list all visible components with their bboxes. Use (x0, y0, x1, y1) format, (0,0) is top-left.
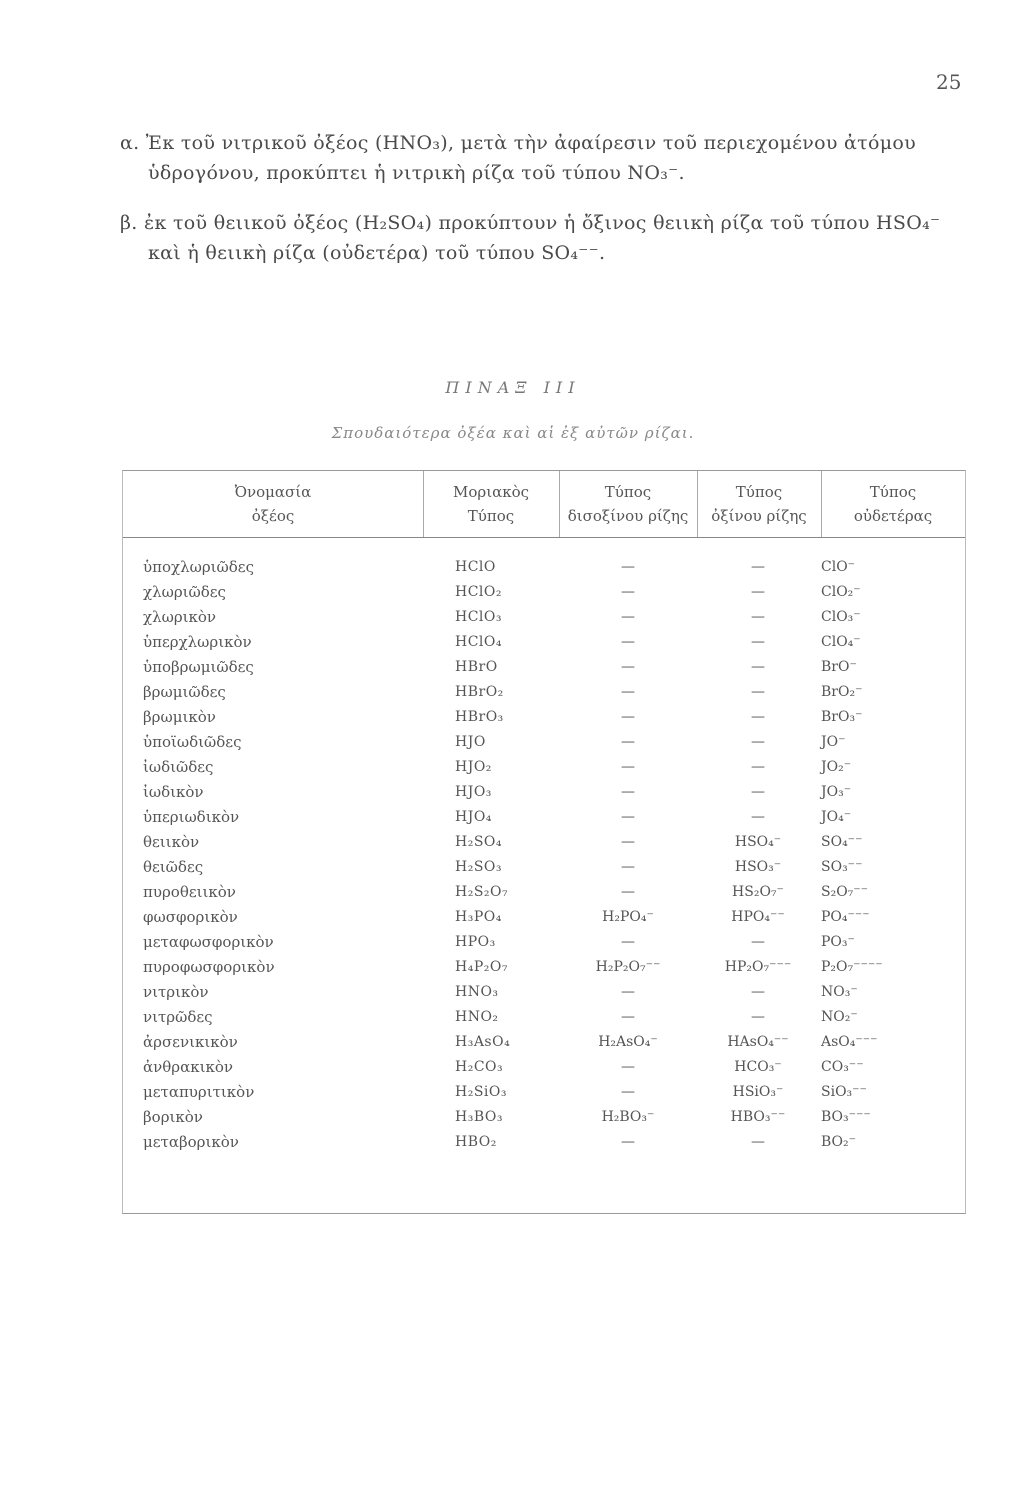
oxy-radical-cell: — (751, 659, 765, 675)
header-oxy (697, 471, 821, 537)
oxy-radical-cell: HBO₃⁻⁻ (730, 1109, 786, 1125)
oxy-radical-cell: — (751, 634, 765, 650)
oxy-radical-cell: HCO₃⁻ (734, 1059, 782, 1075)
neutral-radical-cell: BO₃⁻⁻⁻ (821, 1109, 871, 1125)
molecular-formula-cell: HJO₄ (455, 809, 492, 825)
table-title: ΠΙΝΑΞ III (445, 378, 581, 397)
molecular-formula-cell: HJO₂ (455, 759, 492, 775)
dioxy-radical-cell: — (621, 809, 635, 825)
dioxy-radical-cell: — (621, 709, 635, 725)
neutral-radical-cell: BrO⁻ (821, 659, 857, 675)
header-oxy-line-2: ὀξίνου ρίζης (711, 507, 807, 525)
header-neutral-line-2: οὐδετέρας (853, 507, 933, 525)
table-row (123, 555, 965, 580)
molecular-formula-cell: H₃BO₃ (455, 1109, 503, 1125)
header-name-line-1: Ὀνομασία (234, 483, 312, 501)
table-row (123, 630, 965, 655)
molecular-formula-cell: H₄P₂O₇ (455, 959, 508, 975)
dioxy-radical-cell: — (621, 659, 635, 675)
acid-name-cell: μεταφωσφορικὸν (143, 933, 274, 951)
acid-name-cell: χλωριῶδες (143, 583, 226, 601)
dioxy-radical-cell: — (621, 1009, 635, 1025)
table-row (123, 580, 965, 605)
table-row (123, 1055, 965, 1080)
dioxy-radical-cell: H₂AsO₄⁻ (598, 1034, 658, 1050)
oxy-radical-cell: — (751, 684, 765, 700)
oxy-radical-cell: HSO₃⁻ (734, 859, 782, 875)
oxy-radical-cell: — (751, 934, 765, 950)
molecular-formula-cell: HNO₃ (455, 984, 499, 1000)
dioxy-radical-cell: H₂BO₃⁻ (601, 1109, 655, 1125)
paragraph-beta-line-2: καὶ ἡ θειικὴ ρίζα (οὐδετέρα) τοῦ τύπου SO₄⁻⁻. (148, 242, 606, 264)
acid-name-cell: χλωρικὸν (143, 608, 217, 626)
dioxy-radical-cell: — (621, 684, 635, 700)
oxy-radical-cell: — (751, 1009, 765, 1025)
dioxy-radical-cell: — (621, 1134, 635, 1150)
table-row (123, 605, 965, 630)
table-row (123, 830, 965, 855)
oxy-radical-cell: HSiO₃⁻ (732, 1084, 784, 1100)
dioxy-radical-cell: — (621, 734, 635, 750)
molecular-formula-cell: H₂SO₃ (455, 859, 503, 875)
acid-name-cell: ὑποϊωδιῶδες (143, 733, 242, 751)
molecular-formula-cell: H₂CO₃ (455, 1059, 504, 1075)
header-neutral (821, 471, 965, 537)
oxy-radical-cell: — (751, 559, 765, 575)
dioxy-radical-cell: — (621, 609, 635, 625)
neutral-radical-cell: AsO₄⁻⁻⁻ (821, 1034, 878, 1050)
molecular-formula-cell: H₂S₂O₇ (455, 884, 509, 900)
neutral-radical-cell: ClO₄⁻ (821, 634, 861, 650)
neutral-radical-cell: PO₃⁻ (821, 934, 855, 950)
neutral-radical-cell: P₂O₇⁻⁻⁻⁻ (821, 959, 883, 975)
acid-name-cell: νιτρικὸν (143, 983, 209, 1001)
acid-name-cell: ὑποβρωμιῶδες (143, 658, 254, 676)
neutral-radical-cell: NO₃⁻ (821, 984, 858, 1000)
acid-name-cell: βρωμιῶδες (143, 683, 226, 701)
molecular-formula-cell: H₃AsO₄ (455, 1034, 511, 1050)
header-dioxy-line-1: Τύπος (604, 483, 652, 501)
oxy-radical-cell: — (751, 734, 765, 750)
paragraph-alpha-line-2: ὑδρογόνου, προκύπτει ἡ νιτρικὴ ρίζα τοῦ τύπου NO₃⁻. (148, 162, 685, 184)
neutral-radical-cell: BO₂⁻ (821, 1134, 857, 1150)
acid-name-cell: πυροφωσφορικὸν (143, 958, 275, 976)
acid-name-cell: ἰωδιῶδες (143, 758, 214, 776)
dioxy-radical-cell: — (621, 834, 635, 850)
molecular-formula-cell: HJO₃ (455, 784, 492, 800)
acid-table (122, 470, 966, 1214)
molecular-formula-cell: HClO₃ (455, 609, 502, 625)
acid-name-cell: μεταπυριτικὸν (143, 1083, 255, 1101)
molecular-formula-cell: H₃PO₄ (455, 909, 502, 925)
table-row (123, 1130, 965, 1155)
table-row (123, 705, 965, 730)
neutral-radical-cell: BrO₃⁻ (821, 709, 863, 725)
dioxy-radical-cell: — (621, 934, 635, 950)
table-row (123, 1105, 965, 1130)
header-dioxy-line-2: δισοξίνου ρίζης (567, 507, 689, 525)
oxy-radical-cell: — (751, 709, 765, 725)
acid-name-cell: πυροθειικὸν (143, 883, 236, 901)
table-row (123, 680, 965, 705)
oxy-radical-cell: — (751, 984, 765, 1000)
acid-name-cell: ὑπεριωδικὸν (143, 808, 240, 826)
molecular-formula-cell: HJO (455, 734, 486, 750)
neutral-radical-cell: JO₂⁻ (821, 759, 852, 775)
paragraph-beta (120, 208, 980, 268)
table-row (123, 1080, 965, 1105)
neutral-radical-cell: BrO₂⁻ (821, 684, 863, 700)
table-row (123, 730, 965, 755)
header-dioxy (559, 471, 697, 537)
header-formula (423, 471, 559, 537)
acid-name-cell: ὑποχλωριῶδες (143, 558, 254, 576)
oxy-radical-cell: HS₂O₇⁻ (732, 884, 784, 900)
oxy-radical-cell: — (751, 784, 765, 800)
acid-name-cell: θειικὸν (143, 833, 200, 851)
dioxy-radical-cell: H₂P₂O₇⁻⁻ (595, 959, 661, 975)
paragraph-alpha (120, 128, 980, 188)
neutral-radical-cell: CO₃⁻⁻ (821, 1059, 864, 1075)
molecular-formula-cell: HPO₃ (455, 934, 496, 950)
table-row (123, 980, 965, 1005)
table-header-row (123, 471, 965, 538)
molecular-formula-cell: HBrO (455, 659, 498, 675)
table-row (123, 1005, 965, 1030)
dioxy-radical-cell: — (621, 759, 635, 775)
acid-name-cell: μεταβορικὸν (143, 1133, 239, 1151)
header-formula-line-2: Τύπος (467, 507, 515, 525)
table-row (123, 905, 965, 930)
header-name (123, 471, 423, 537)
dioxy-radical-cell: — (621, 559, 635, 575)
molecular-formula-cell: HNO₂ (455, 1009, 499, 1025)
molecular-formula-cell: HBO₂ (455, 1134, 497, 1150)
dioxy-radical-cell: — (621, 1084, 635, 1100)
table-subtitle: Σπουδαιότερα ὀξέα καὶ αἱ ἐξ αὐτῶν ρίζαι. (331, 424, 695, 442)
header-neutral-line-1: Τύπος (869, 483, 917, 501)
table-row (123, 655, 965, 680)
header-formula-line-1: Μοριακὸς (452, 483, 530, 501)
oxy-radical-cell: HP₂O₇⁻⁻⁻ (724, 959, 792, 975)
dioxy-radical-cell: — (621, 634, 635, 650)
acid-name-cell: ἰωδικὸν (143, 783, 204, 801)
acid-name-cell: βορικὸν (143, 1108, 203, 1126)
acid-name-cell: ὑπερχλωρικὸν (143, 633, 252, 651)
table-row (123, 880, 965, 905)
acid-name-cell: θειῶδες (143, 858, 204, 876)
oxy-radical-cell: — (751, 584, 765, 600)
table-row (123, 855, 965, 880)
table-row (123, 1030, 965, 1055)
neutral-radical-cell: JO₄⁻ (821, 809, 852, 825)
dioxy-radical-cell: — (621, 784, 635, 800)
table-row (123, 930, 965, 955)
neutral-radical-cell: ClO₃⁻ (821, 609, 861, 625)
header-oxy-line-1: Τύπος (735, 483, 783, 501)
header-name-line-2: ὀξέος (251, 507, 295, 525)
oxy-radical-cell: — (751, 759, 765, 775)
oxy-radical-cell: — (751, 809, 765, 825)
neutral-radical-cell: JO⁻ (821, 734, 846, 750)
molecular-formula-cell: HBrO₃ (455, 709, 504, 725)
dioxy-radical-cell: — (621, 859, 635, 875)
dioxy-radical-cell: H₂PO₄⁻ (602, 909, 654, 925)
dioxy-radical-cell: — (621, 984, 635, 1000)
oxy-radical-cell: HPO₄⁻⁻ (731, 909, 785, 925)
molecular-formula-cell: H₂SO₄ (455, 834, 503, 850)
paragraph-beta-line-1: β. ἐκ τοῦ θειικοῦ ὀξέος (H₂SO₄) προκύπτουν ἡ ὄξινος θειικὴ ρίζα τοῦ τύπου HSO₄⁻ (120, 212, 941, 234)
neutral-radical-cell: JO₃⁻ (821, 784, 852, 800)
neutral-radical-cell: SiO₃⁻⁻ (821, 1084, 867, 1100)
molecular-formula-cell: H₂SiO₃ (455, 1084, 507, 1100)
oxy-radical-cell: — (751, 609, 765, 625)
oxy-radical-cell: — (751, 1134, 765, 1150)
oxy-radical-cell: HAsO₄⁻⁻ (727, 1034, 789, 1050)
acid-name-cell: ἀνθρακικὸν (143, 1058, 234, 1076)
neutral-radical-cell: S₂O₇⁻⁻ (821, 884, 869, 900)
molecular-formula-cell: HClO₂ (455, 584, 502, 600)
acid-name-cell: νιτρῶδες (143, 1008, 213, 1026)
neutral-radical-cell: ClO⁻ (821, 559, 856, 575)
table-row (123, 755, 965, 780)
acid-name-cell: ἀρσενικικὸν (143, 1033, 238, 1051)
acid-name-cell: βρωμικὸν (143, 708, 216, 726)
neutral-radical-cell: SO₃⁻⁻ (821, 859, 863, 875)
table-row (123, 955, 965, 980)
oxy-radical-cell: HSO₄⁻ (734, 834, 782, 850)
neutral-radical-cell: NO₂⁻ (821, 1009, 858, 1025)
dioxy-radical-cell: — (621, 884, 635, 900)
dioxy-radical-cell: — (621, 1059, 635, 1075)
table-row (123, 780, 965, 805)
paragraph-alpha-line-1: α. Ἐκ τοῦ νιτρικοῦ ὀξέος (HNO₃), μετὰ τὴν ἀφαίρεσιν τοῦ περιεχομένου ἀτόμου (120, 132, 916, 154)
dioxy-radical-cell: — (621, 584, 635, 600)
neutral-radical-cell: SO₄⁻⁻ (821, 834, 863, 850)
molecular-formula-cell: HBrO₂ (455, 684, 504, 700)
neutral-radical-cell: ClO₂⁻ (821, 584, 861, 600)
molecular-formula-cell: HClO (455, 559, 496, 575)
molecular-formula-cell: HClO₄ (455, 634, 502, 650)
neutral-radical-cell: PO₄⁻⁻⁻ (821, 909, 870, 925)
page-number: 25 (936, 70, 962, 94)
table-row (123, 805, 965, 830)
acid-name-cell: φωσφορικὸν (143, 908, 238, 926)
